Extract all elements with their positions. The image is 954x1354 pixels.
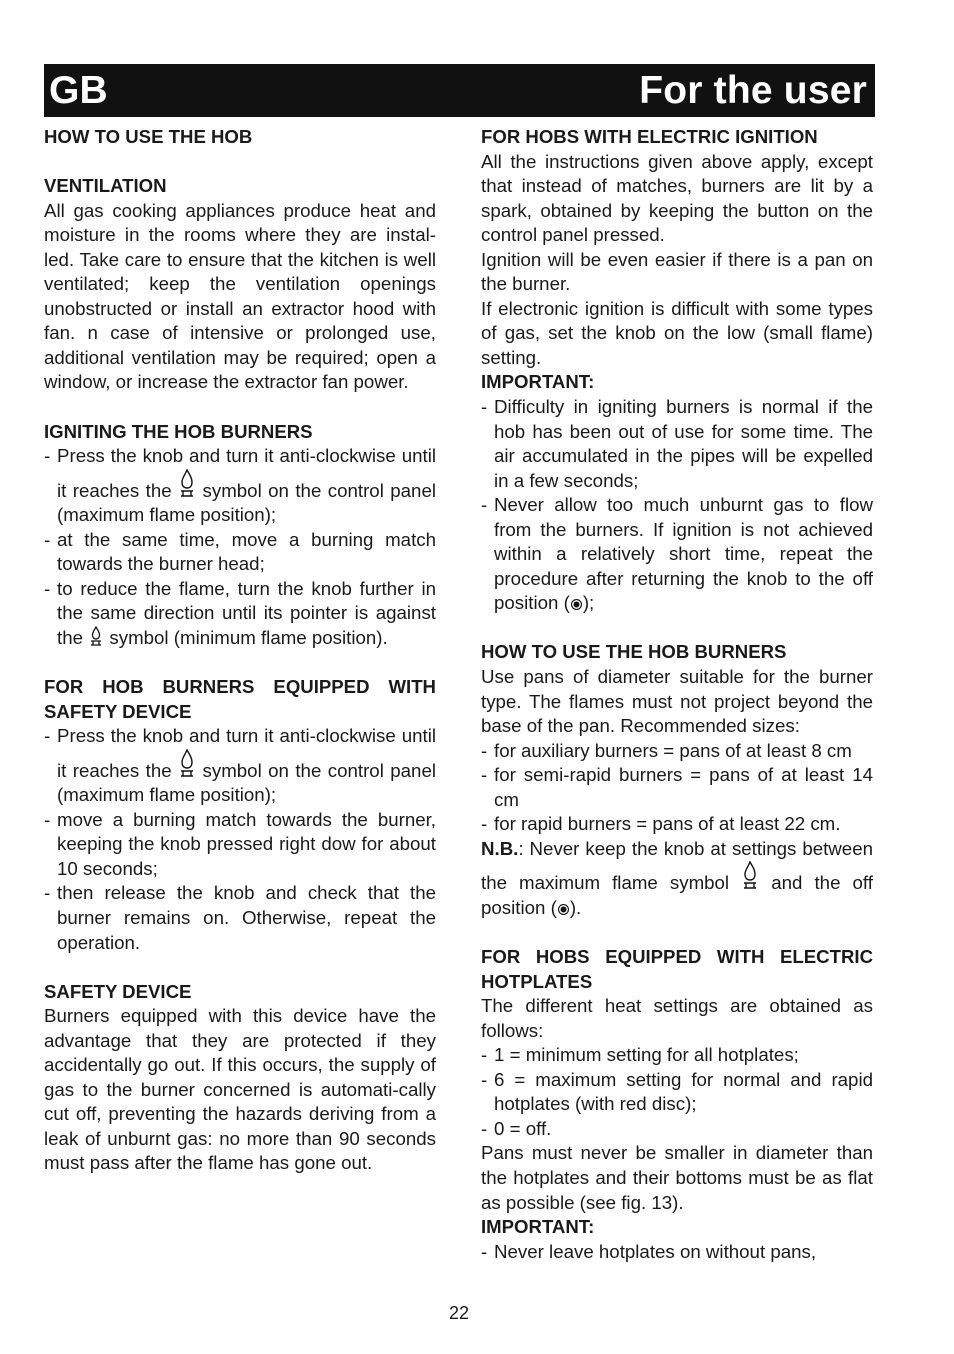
important-label-2: IMPORTANT:: [481, 1216, 595, 1238]
right-column: [481, 125, 873, 1264]
electric-ignition-p3: If electronic ignition is difficult with some types of gas, set the knob on the low (small flame) setting.: [481, 297, 873, 368]
important-item-2: [481, 493, 873, 616]
page-number: 22: [448, 1303, 470, 1323]
max-flame-icon: [180, 749, 194, 779]
min-flame-icon: [90, 626, 102, 646]
igniting-heading: IGNITING THE HOB BURNERS: [44, 420, 313, 442]
hotplate-item-2: - 6 = maximum setting for normal and rapid hotplates (with red disc);: [481, 1068, 873, 1117]
nb-text-c: ).: [569, 896, 582, 918]
ventilation-heading: VENTILATION: [44, 175, 167, 197]
page-title: For the user: [639, 69, 867, 112]
nb-label: N.B.: [481, 837, 519, 859]
important-item-2-text-a: Never allow too much unburnt gas to flow from the burners. If ignition is not achieved within a relatively short time, repeat the procedure after returning the knob to the off position (: [494, 494, 873, 614]
igniting-item-3-text-a: to reduce the flame, turn the knob further in the same direction until its pointer is against the: [57, 577, 436, 648]
main-heading: HOW TO USE THE HOB: [44, 126, 253, 147]
ventilation-body: All gas cooking appliances produce heat and moisture in the rooms where they are instal-led. Take care to ensure that the kitchen is well ventilated; keep the ventilation openings unobstructed or install an extractor hood with fan. n case of intensive or prolonged use, additional ventilation may be required; open a window, or increase the extractor fan power.: [44, 199, 436, 393]
igniting-item-3: [44, 577, 436, 651]
electric-ignition-p2: Ignition will be even easier if there is a pan on the burner.: [481, 248, 873, 295]
hotplates-heading: FOR HOBS EQUIPPED WITH ELECTRIC HOTPLATES: [481, 946, 873, 992]
hotplates-body: The different heat settings are obtained as follows:: [481, 995, 873, 1041]
safety-device-heading: SAFETY DEVICE: [44, 980, 192, 1002]
hotplates-p2: Pans must never be smaller in diameter than the hotplates and their bottoms must be as flat as possible (see fig. 13).: [481, 1142, 873, 1213]
safety-item-1: [44, 724, 436, 808]
igniting-item-2: - at the same time, move a burning match towards the burner head;: [44, 528, 436, 577]
use-burners-body: Use pans of diameter suitable for the burner type. The flames must not project beyond the base of the pan. Recommended sizes:: [481, 666, 873, 737]
header-bar: [44, 64, 875, 117]
safety-item-1-text-a: Press the knob and turn it anti-clockwise until it reaches the: [57, 725, 436, 781]
igniting-item-3-text-b: symbol (minimum flame position).: [109, 626, 388, 648]
country-code: GB: [49, 69, 108, 112]
left-column: [44, 125, 436, 1176]
igniting-item-1: [44, 444, 436, 528]
electric-ignition-p1: All the instructions given above apply, except that instead of matches, burners are lit by a spark, obtained by keeping the button on the control panel pressed.: [481, 150, 873, 246]
nb-text-a: : Never keep the knob at settings between the maximum flame symbol: [481, 837, 873, 894]
important-item-2-text-b: );: [582, 592, 595, 614]
igniting-item-1-text-b: symbol on the control panel (maximum flame position);: [57, 479, 436, 526]
use-burners-heading: HOW TO USE THE HOB BURNERS: [481, 641, 787, 663]
hotplate-item-3: - 0 = off.: [481, 1117, 873, 1142]
safety-item-1-text-b: symbol on the control panel (maximum flame position);: [57, 759, 436, 806]
hotplate-item-1: - 1 = minimum setting for all hotplates;: [481, 1043, 873, 1068]
igniting-item-1-text-a: Press the knob and turn it anti-clockwise until it reaches the: [57, 445, 436, 501]
max-flame-icon: [743, 861, 757, 891]
safety-burners-heading: FOR HOB BURNERS EQUIPPED WITH SAFETY DEVICE: [44, 676, 436, 722]
off-position-icon: [571, 599, 582, 610]
safety-device-body: Burners equipped with this device have the advantage that they are protected if they accidentally go out. If this occurs, the supply of gas to the burner concerned is automati-cally cut off, preventing the hazards deriving from a leak of unburnt gas: no more than 90 seconds must pass after the flame has gone out.: [44, 1005, 436, 1174]
nb-text-b: and the off position (: [481, 872, 873, 918]
burner-size-item-2: - for semi-rapid burners = pans of at least 14 cm: [481, 763, 873, 812]
burner-size-item-1: - for auxiliary burners = pans of at least 8 cm: [481, 739, 873, 764]
safety-item-2: - move a burning match towards the burner, keeping the knob pressed right dow for about 10 seconds;: [44, 808, 436, 882]
electric-ignition-heading: FOR HOBS WITH ELECTRIC IGNITION: [481, 126, 818, 147]
important-item-1: - Difficulty in igniting burners is normal if the hob has been out of use for some time. The air accumulated in the pipes will be expelled in a few seconds;: [481, 395, 873, 493]
max-flame-icon: [180, 469, 194, 499]
important-label-1: IMPORTANT:: [481, 371, 595, 393]
burner-size-item-3: - for rapid burners = pans of at least 22 cm.: [481, 812, 873, 837]
safety-item-3: - then release the knob and check that the burner remains on. Otherwise, repeat the operation.: [44, 881, 436, 955]
off-position-icon: [558, 904, 569, 915]
nb-note: [481, 837, 873, 921]
hotplate-item-4: - Never leave hotplates on without pans,: [481, 1240, 873, 1265]
